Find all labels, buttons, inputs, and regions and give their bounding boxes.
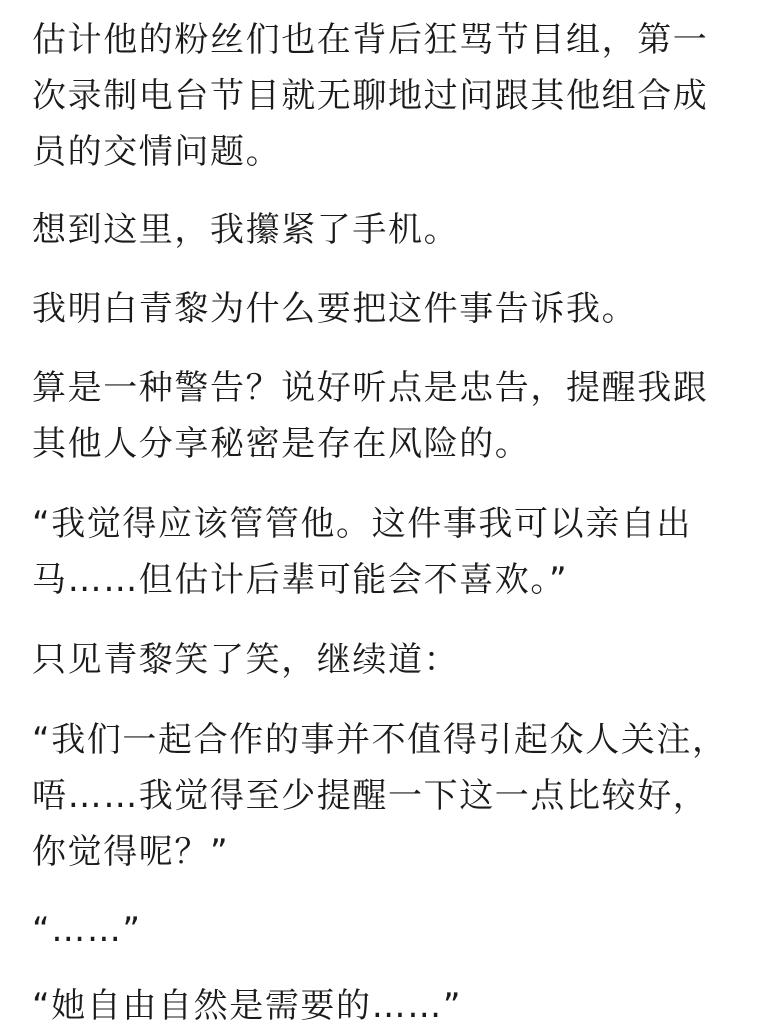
paragraph: “……” [32,910,142,950]
paragraph: 算是一种警告？说好听点是忠告，提醒我跟其他人分享秘密是存在风险的。 [32,368,709,464]
paragraph: 估计他的粉丝们也在背后狂骂节目组，第一次录制电台节目就无聊地过问跟其他组合成员的交情问题。 [32,20,709,172]
paragraph: 想到这里，我攥紧了手机。 [32,210,460,250]
paragraph-cut-off: “她自由自然是需要的……” [32,986,463,1026]
paragraph: 我明白青黎为什么要把这件事告诉我。 [32,289,638,329]
paragraph: 只见青黎笑了笑，继续道： [32,640,460,680]
paragraph: “我们一起合作的事并不值得引起众人关注，唔……我觉得至少提醒一下这一点比较好，你觉得呢？” [32,720,728,872]
paragraph: “我觉得应该管管他。这件事我可以亲自出马……但估计后辈可能会不喜欢。” [32,504,693,600]
